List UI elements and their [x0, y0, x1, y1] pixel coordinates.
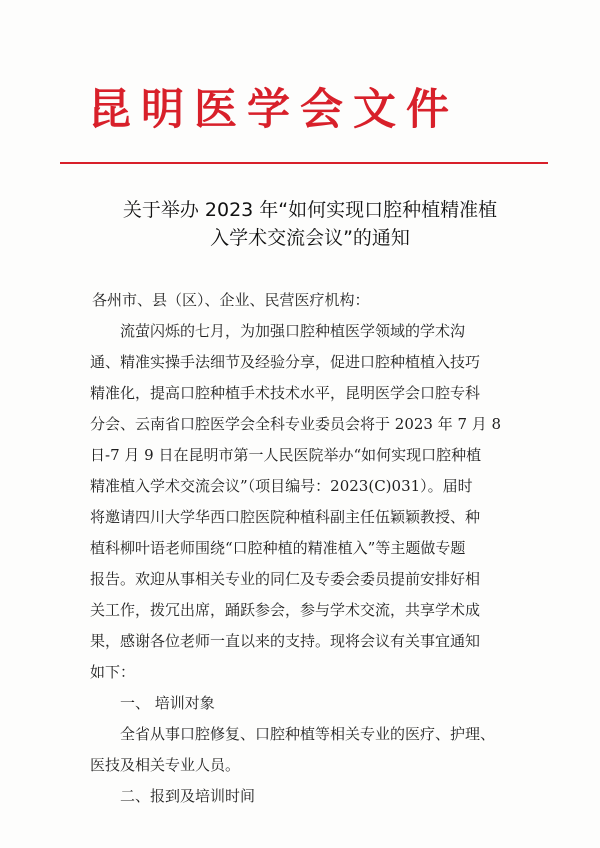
section-heading-2: 二、报到及培训时间 [120, 787, 256, 805]
body-line: 精准化，提高口腔种植手术技术水平，昆明医学会口腔专科 [90, 384, 481, 402]
notice-title-line-2: 入学术交流会议”的通知 [210, 227, 410, 249]
body-line: 植科柳叶语老师围绕“口腔种植的精准植入”等主题做专题 [90, 539, 466, 557]
body-line: 全省从事口腔修复、口腔种植等相关专业的医疗、护理、 [120, 725, 496, 743]
body-line: 日-7 月 9 日在昆明市第一人民医院举办“如何实现口腔种植 [90, 446, 482, 464]
body-line: 报告。欢迎从事相关专业的同仁及专委会委员提前安排好相 [90, 570, 481, 588]
body-line: 关工作，拨冗出席，踊跃参会，参与学术交流，共享学术成 [90, 601, 481, 619]
body-line: 分会、云南省口腔医学会全科专业委员会将于 2023 年 7 月 8 [90, 415, 502, 433]
body-line: 流萤闪烁的七月，为加强口腔种植医学领域的学术沟 [120, 322, 466, 340]
red-divider [60, 162, 548, 164]
salutation: 各州市、县（区）、企业、民营医疗机构： [92, 291, 370, 309]
notice-title-line-1: 关于举办 2023 年“如何实现口腔种植精准植 [122, 199, 498, 221]
body-line: 果，感谢各位老师一直以来的支持。现将会议有关事宜通知 [90, 632, 481, 650]
body-line: 通、精准实操手法细节及经验分享，促进口腔种植植入技巧 [90, 353, 481, 371]
section-heading-1: 一、 培训对象 [120, 694, 215, 712]
org-masthead: 昆明医学会文件 [88, 85, 459, 135]
body-line: 医技及相关专业人员。 [90, 756, 241, 774]
body-line: 将邀请四川大学华西口腔医院种植科副主任伍颖颖教授、种 [90, 508, 481, 526]
body-line: 精准植入学术交流会议”（项目编号：2023(C)031）。届时 [90, 477, 473, 495]
notice-title [90, 196, 530, 252]
body-line: 如下： [90, 663, 136, 681]
